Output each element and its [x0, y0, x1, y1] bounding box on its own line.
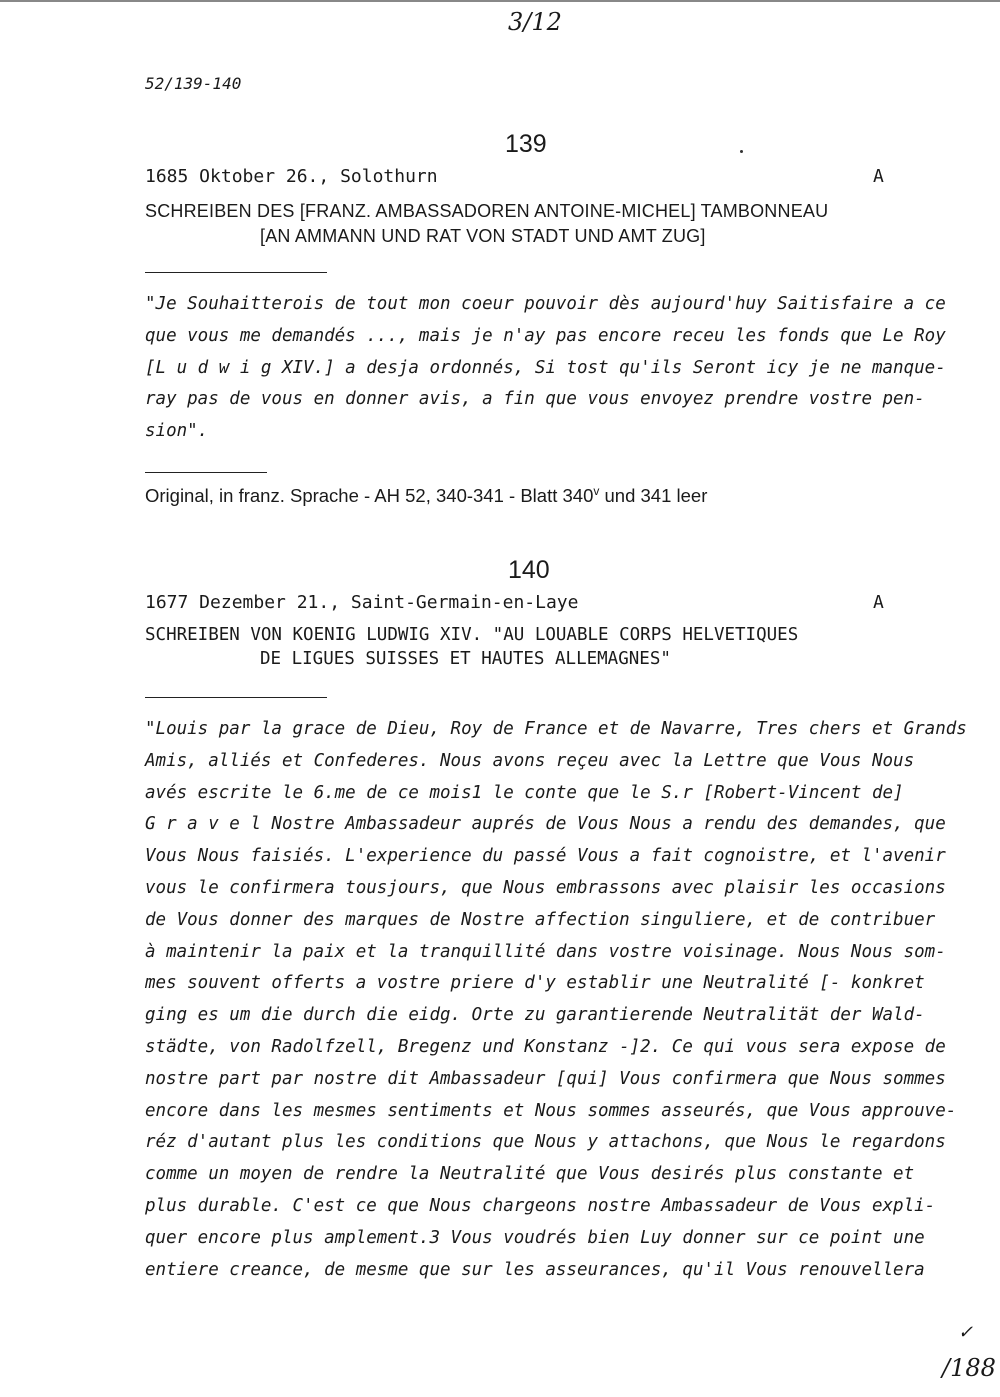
doc1-text-line: "Je Souhaitterois de tout mon coeur pouvoir dès aujourd'huy Saitisfaire a ce [145, 294, 946, 314]
doc1-title-line2: [AN AMMANN UND RAT VON STADT UND AMT ZUG] [260, 226, 706, 246]
doc1-text-line: que vous me demandés ..., mais je n'ay pas encore receu les fonds que Le Roy [145, 325, 946, 346]
doc2-text-line: vous le confirmera tousjours, que Nous embrassons avec plaisir les occasions [145, 877, 946, 898]
check-mark: ✓ [958, 1322, 974, 1343]
doc2-text-line: G r a v e l Nostre Ambassadeur auprés de Vous Nous a rendu des demandes, que [145, 814, 946, 835]
doc2-marker: A [873, 592, 884, 613]
doc2-text-line: städte, von Radolfzell, Bregenz und Konstanz -]2. Ce qui vous sera expose de [145, 1036, 946, 1057]
doc2-text-line: ging es um die durch die eidg. Orte zu garantierende Neutralität der Wald- [145, 1005, 925, 1026]
doc1-title-line1: SCHREIBEN DES [FRANZ. AMBASSADOREN ANTOINE-MICHEL] TAMBONNEAU [145, 201, 829, 221]
doc1-source-note [145, 484, 707, 507]
doc2-date-place: 1677 Dezember 21., Saint-Germain-en-Laye [145, 592, 579, 613]
doc1-text-line: ray pas de vous en donner avis, a fin que vous envoyez prendre vostre pen- [145, 389, 925, 410]
doc2-text-line: avés escrite le 6.me de ce mois1 le conte que le S.r [Robert-Vincent de] [145, 782, 904, 803]
scan-top-border [0, 0, 1000, 2]
doc1-text-line: sion". [145, 421, 209, 442]
doc2-text-line: plus durable. C'est ce que Nous chargeons nostre Ambassadeur de Vous expli- [145, 1195, 936, 1216]
doc2-text-line: entiere creance, de mesme que sur les asseurances, qu'il Vous renouvellera [145, 1259, 925, 1280]
doc2-text-line: Vous Nous faisiés. L'experience du passé Vous a fait cognoistre, et l'avenir [145, 846, 946, 867]
doc2-text-line: encore dans les mesmes sentiments et Nous sommes asseurés, que Vous approuve- [145, 1100, 957, 1121]
doc2-text-line: nostre part par nostre dit Ambassadeur [qui] Vous confirmera que Nous sommes [145, 1068, 946, 1089]
doc2-title-line2: DE LIGUES SUISSES ET HAUTES ALLEMAGNES" [260, 649, 671, 669]
doc2-text-line: de Vous donner des marques de Nostre affection singuliere, et de contribuer [145, 909, 936, 930]
doc2-text-line: réz d'autant plus les conditions que Nous y attachons, que Nous le regardons [145, 1132, 946, 1153]
doc1-text [145, 289, 946, 448]
doc1-text-line: [L u d w i g XIV.] a desja ordonnés, Si tost qu'ils Seront icy je ne manque- [145, 357, 946, 378]
doc2-text-line: à maintenir la paix et la tranquillité dans vostre voisinage. Nous Nous som- [145, 941, 946, 962]
doc1-source-rule [145, 472, 267, 473]
doc2-text [145, 714, 967, 1286]
decorative-dot [740, 150, 743, 153]
doc2-text-line: comme un moyen de rendre la Neutralité que Vous desirés plus constante et [145, 1164, 915, 1185]
doc2-text-line: Amis, alliés et Confederes. Nous avons reçeu avec la Lettre que Vous Nous [145, 750, 915, 771]
doc1-marker: A [873, 166, 884, 187]
archive-page-number: 3/12 [508, 8, 562, 36]
doc1-source-end: und 341 leer [599, 485, 708, 506]
doc2-text-line: quer encore plus amplement.3 Vous voudrés bien Luy donner sur ce point une [145, 1227, 925, 1248]
doc2-text-line: mes souvent offerts a vostre priere d'y establir une Neutralité [- konkret [145, 973, 925, 994]
doc2-rule [145, 697, 327, 698]
doc2-text-line: "Louis par la grace de Dieu, Roy de France et de Navarre, Tres chers et Grands [145, 719, 967, 739]
document-number-140: 140 [508, 556, 550, 584]
document-number-139: 139 [505, 130, 547, 158]
doc2-title-line1: SCHREIBEN VON KOENIG LUDWIG XIV. "AU LOUABLE CORPS HELVETIQUES [145, 625, 799, 645]
volume-reference: 52/139-140 [145, 74, 242, 93]
doc1-source-main: Original, in franz. Sprache - AH 52, 340-341 - Blatt 340 [145, 485, 594, 506]
doc1-date-place: 1685 Oktober 26., Solothurn [145, 166, 438, 187]
folio-mark: /188 [942, 1354, 996, 1382]
doc1-rule [145, 272, 327, 273]
doc1-source-sup: v [593, 484, 600, 498]
